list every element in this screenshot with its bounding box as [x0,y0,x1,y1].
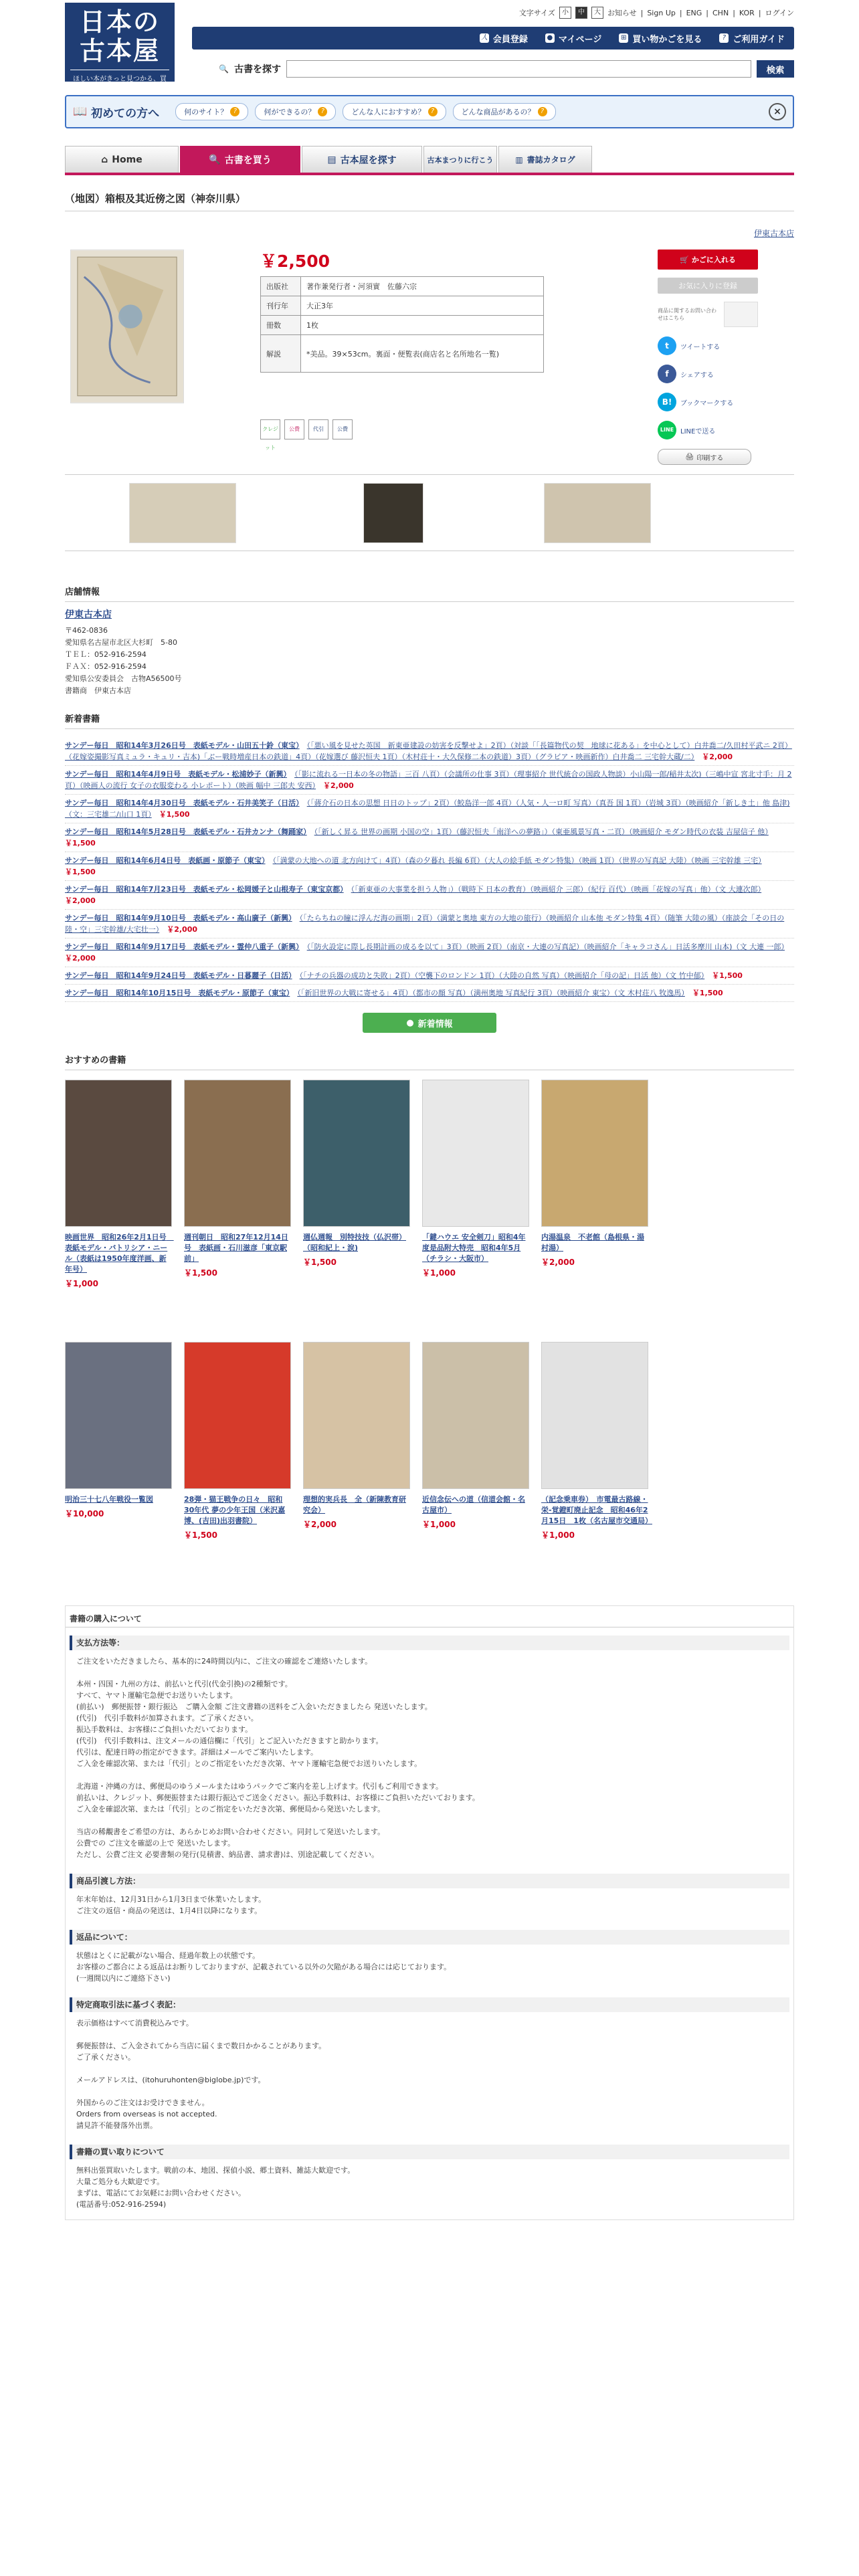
twitter-icon: t [658,336,676,355]
chn-link[interactable]: CHN [712,8,729,17]
recommend-cover-image[interactable] [422,1342,529,1489]
mypage-nav[interactable]: ● マイページ [545,32,601,45]
store-line: 〒462-0836 [65,626,108,635]
tab-catalog[interactable]: ▥ 書誌カタログ [498,146,592,173]
person-icon: 人 [480,34,488,41]
recommend-title-link[interactable]: 週刊朝日 昭和27年12月14日号 表紙画・石川滋彦「東京駅前」 [184,1233,288,1263]
purchase-section-body: 表示価格はすべて消費税込みです。 郵便振替は、ご入金されてから当店に届くまで数日かかることがあります。 ご了承ください。 メールアドレスは、(itohuruhonten@biglobe.jp)です。 外国からのご注文はお受けできません。 Orders from overseas is not accepted. 請見許不能發落外出票。 [76,2019,326,2130]
logo-line2: 古本屋 [79,35,160,66]
question-icon: ? [230,107,240,116]
logo-tagline: ほしい本がきっと見つかる、買える [70,70,169,93]
news-item-desc[interactable]: （「ナチの兵器の成功と失敗」2頁）（空襲下のロンドン 1頁）（大陸の自然 写真）（映画紹介「母の記」日活 他）（文 竹中郁） [299,971,705,980]
guide-icon: ? [719,33,729,43]
recommend-price: ￥10,000 [65,1509,104,1518]
store-info [65,609,794,697]
news-item-price: ￥2,000 [322,781,354,790]
seller-link[interactable]: 伊東古本店 [753,229,794,238]
home-icon: ⌂ [101,154,108,165]
recommend-price: ￥1,000 [422,1268,456,1278]
purchase-section-body: 年末年始は、12月31日から1月3日まで休業いたします。 ご注文の返信・商品の発送は、1月4日以降になります。 [76,1895,266,1915]
news-item [65,881,794,910]
printer-icon: 🖨 [685,453,694,461]
recommend-card[interactable] [422,1342,541,1596]
item-title: （地図）箱根及其近傍之図（神奈川県） [65,191,794,211]
guide-nav[interactable]: ? ご利用ガイド [719,32,785,45]
purchase-section-body: 状態はとくに記載がない場合、経過年数上の状態です。 お客様のご都合による返品はお断りしておりますが、記載されている以外の欠陥がある場合には応じております。 (一週間以内にご連絡下さい) [76,1951,452,1983]
spec-row [261,316,544,335]
recommend-cover-image[interactable] [184,1080,291,1227]
inquiry-promo[interactable]: 商品に関するお問い合わせはこちら [658,302,758,327]
news-item-desc[interactable]: （「新東亜の大事業を担う人物」）（戦時下 日本の教育）（映画紹介 三郎）（紀行 百代）（映画「花嫁の写真」他）（文 大連次郎） [351,885,762,894]
news-item-title-link[interactable]: サンデー毎日 昭和14年9月17日号 表紙モデル・霊仲八重子（新興） [65,943,300,951]
book-icon: ▤ [327,154,337,165]
share-hatena[interactable]: B! ブックマークする [658,393,758,411]
catalog-icon: ▥ [515,155,523,165]
thumbnail-image[interactable] [363,483,423,543]
news-item-desc[interactable]: （「影に流れる一日本の冬の物語」三百 八頁）（会議所の仕事 3頁）（理事紹介 世代統合の国政人物談）小山陽一郎/稲井太次)（三嶋中宣 宮北寸手：月 2頁）（映画人の流行 女子の衣服変わる 小レポート）（映画 幅中 三郎夫 安西） [65,770,792,790]
recommend-card[interactable] [65,1342,184,1596]
spec-row [261,277,544,296]
purchase-section-heading: 支払方法等： [70,1636,789,1650]
recommend-card[interactable] [303,1080,422,1334]
news-item-desc[interactable]: （「蔣介石の日本の思想 日日のトップ」2頁）（鮫島洋一郎 4頁）（人気・人一ロ町 写真）（真吾 国 1頁）（岩城 3頁）（映画紹介「新しき土」他 島津)（文：三宅雄二/山口 1頁） [65,799,790,819]
recommend-title-link[interactable]: 明治三十七八年戦役一覧図 [65,1495,153,1504]
purchase-section-body: ご注文をいただきましたら、基本的に24時間以内に、ご注文の確認をご連絡いたします。 本州・四国・九州の方は、前払いと代引(代金引換)の2種類です。 すべて、ヤマト運輸宅急便でお送りいたします。 (前払い) 郵便振替・銀行振込 ご購入金額 ご注文書籍の送料をご入金いただきましたら 発送いたします。 (代引) 代引手数料が加算されます。ご了承ください。 振込手数料は、お客様にご負担いただいております。 (代引) 代引手数料は、注文メールの通信欄に「代引」とご記入いただきますと助かります。 代引は、配達日時の指定ができます。詳細はメールでご案内いたします。 ご入金を確認次第、または「代引」とのご指定をいただき次第、ヤマト運輸宅急便でお送りいたします。 北海道・沖縄の方は、郵便局のゆうメールまたはゆうパックでご案内を差し上げます。代引もご利用できます。 前払いは、クレジット、郵便振替または銀行振込でご送金ください。振込手数料は、お客様にご負担いただいております。 ご入金を確認次第、または「代引」とのご指定をいただき次第、郵便局から発送いたします。 当店の稀覯書をご希望の方は、あらかじめお問い合わせください。同封して発送いたします。 公費での ご注文を確認の上で 発送いたします。 ただし、公費ご注文 必要書類の発行(見積書、納品書、請求書)は、別途記載してください。 [76,1657,480,1859]
news-item-price: ￥2,000 [167,925,198,934]
news-item [65,910,794,938]
news-item-desc[interactable]: （「新しく昇る 世界の画期 小国の空」1頁）（藤沢恒夫「南洋への夢路」）（東亜風景写真・二頁）（映画紹介 モダン時代の衣装 吉屋信子 他） [314,827,769,836]
recommend-price: ￥2,000 [541,1258,575,1267]
question-icon: ? [428,107,438,116]
news-item [65,795,794,823]
news-section-title: 新着書籍 [65,712,794,729]
thumbnail-image[interactable] [544,483,651,543]
add-to-cart-button[interactable]: 🛒 かごに入れる [658,250,758,270]
item-spec-table [260,276,544,373]
store-line: 愛知県名古屋市北区大杉町 5-80 [65,638,177,647]
purchase-section-heading: 商品引渡し方法： [70,1874,789,1888]
recommend-cover-image[interactable] [541,1342,648,1489]
news-item-price: ￥1,500 [65,868,96,876]
recommend-price: ￥1,000 [65,1279,98,1288]
spec-key: 刊行年 [261,296,301,316]
purchase-sections [66,1636,793,2215]
store-line: ＴＥＬ：052-916-2594 [65,650,147,659]
store-line: 書籍商 伊東古本店 [65,686,131,695]
recommend-title-link[interactable]: 内湯温泉 不老館（島根県・湯村湯） [541,1233,644,1252]
news-item-desc[interactable]: （「防火設定に際し長期計画の成るを以て」3頁）（映画 2頁）（南京・大連の写真記）（映画紹介「キャラコさん」日活多摩川 山本)（文 大連 一郎） [306,943,785,951]
spec-row [261,296,544,316]
register-nav[interactable]: 人 会員登録 [480,34,528,45]
font-size-medium-button[interactable]: 中 [575,7,587,19]
item-actions [658,250,758,465]
signup-link[interactable]: Sign Up [647,8,676,17]
news-item [65,985,794,1002]
recommend-card[interactable] [422,1080,541,1334]
question-products[interactable]: どんな商品があるの？ ? [453,103,556,120]
store-name-link[interactable]: 伊東古本店 [65,609,112,620]
site-header [65,0,794,93]
recommend-card[interactable] [541,1080,660,1334]
recommend-cover-image[interactable] [422,1080,529,1227]
news-item-price: ￥1,500 [712,971,743,980]
news-item-title-link[interactable]: サンデー毎日 昭和14年6月4日号 表紙画・原節子（東宝） [65,856,266,865]
news-item-price: ￥1,500 [692,989,723,997]
recommend-title-link[interactable]: （記念乗車券） 市電最古路線・栄-覚鐙町廃止記念 昭和46年2月15日 1枚（名古屋市交通局） [541,1495,652,1525]
news-item-desc[interactable]: （「満蒙の大地への道 北方向けて」4頁）（森の夕暮れ 長編 6頁）（大人の絵手紙 モダン特集）（映画 1頁）（世界の写真記 大陸）（映画 三宅幹雄 三宅） [272,856,762,865]
recommend-cover-image[interactable] [184,1342,291,1489]
purchase-section-heading: 返品について： [70,1930,789,1945]
recommend-row [65,1342,794,1596]
promo-illustration [724,302,758,327]
header-nav [192,27,794,49]
purchase-section [66,1930,793,1989]
recommend-price: ￥1,000 [422,1520,456,1529]
news-item [65,766,794,795]
spec-key: 解説 [261,335,301,373]
purchase-section [66,2145,793,2215]
kor-link[interactable]: KOR [739,8,755,17]
news-item [65,737,794,766]
page [65,0,794,2220]
user-icon: ● [545,33,555,43]
news-item-price: ￥1,500 [159,810,190,819]
recommend-grid [65,1080,794,1596]
purchase-section [66,1636,793,1866]
item-price: ￥2,500 [260,252,330,271]
news-item-price: ￥2,000 [702,753,733,761]
news-list [65,737,794,1002]
purchase-title: 書籍の購入について [66,1610,793,1627]
spec-key: 冊数 [261,316,301,335]
news-item [65,823,794,852]
recommend-price: ￥1,000 [541,1530,575,1540]
hatena-icon: B! [658,393,676,411]
recommend-card[interactable] [184,1080,303,1334]
top-utility-bar: 文字サイズ 小 中 大 お知らせ | Sign Up | ENG | CHN | KOR | ログイン [519,7,794,19]
search-button[interactable]: 検索 [757,60,794,78]
spec-row [261,335,544,373]
news-item-desc[interactable]: （「たらちねの瞳に浮んだ海の画期」2頁）（満蒙と奥地 東方の大地の旅行）（映画紹介 山本他 モダン特集 4頁）（随筆 大陸の風）（座談会「その日の陸・空」三宅幹雄/大宅壮一） [65,914,785,934]
recommend-cover-image[interactable] [65,1342,172,1489]
spec-value: *美品。39×53cm。裏面・便覧表(商店名と名所地名一覧) [301,335,544,373]
site-logo[interactable] [65,3,175,93]
tab-find-store[interactable]: ▤ 古本屋を探す [302,146,422,173]
recommend-title-link[interactable]: 理想的実兵長 全（新陳教育研究会） [303,1495,406,1514]
recommend-title-link[interactable]: 映画世界 昭和26年2月1日号 表紙モデル・バトリシア・ニール（表紙は1950年度洋画、新年号） [65,1233,174,1274]
news-item-title-link[interactable]: サンデー毎日 昭和14年7月23日号 表紙モデル・松岡媛子と山根寿子（東宝京都） [65,885,344,894]
thumbnail-strip [65,474,794,548]
main-tabs [65,146,794,175]
recommend-price: ￥1,500 [184,1530,217,1540]
item-detail [65,243,794,470]
cart-nav[interactable]: ⊞ 買い物かごを見る [619,32,702,45]
news-item-title-link[interactable]: サンデー毎日 昭和14年10月15日号 表紙モデル・原節子（東宝） [65,989,290,997]
news-item [65,852,794,881]
recommend-title-link[interactable]: 28弾・猫王戦争の日々 昭和30年代 夢の少年王国（米沢嘉博、(吉田)出羽書院） [184,1495,286,1525]
cod-badge: 代引 [308,419,328,439]
search-bar [219,59,794,79]
news-item-price: ￥2,000 [65,954,96,963]
recommend-price: ￥1,500 [184,1268,217,1278]
recommend-title-link[interactable]: 近信念伝への道（信道会館・名古屋市） [422,1495,525,1514]
payment-badges [260,419,353,451]
spec-value: 1枚 [301,316,544,335]
first-time-title: 📖 初めての方へ [73,105,160,120]
recommend-cover-image[interactable] [65,1080,172,1227]
recommend-cover-image[interactable] [541,1080,648,1227]
recommend-card[interactable] [541,1342,660,1596]
news-item-price: ￥2,000 [65,896,96,905]
login-link[interactable]: ログイン [765,9,794,17]
tab-buy-books[interactable]: 🔍 古書を買う [180,146,300,173]
line-icon: LINE [658,421,676,439]
news-item-title-link[interactable]: サンデー毎日 昭和14年4月9日号 表紙モデル・松浦妙子（新興） [65,770,288,779]
news-item-desc[interactable]: （「悪い風を見せた英国 新東亜建設の妨害を反撃せよ」2頁）（対談「「長篇物代の契 地球に花ある」を中心として）白井喬二/久田村平武ニ 2頁）（花嫁姿撮影写真ミュラ・キュリ・吉本)「ぶー戦時増産日本の鉄道」4頁）（花嫁選び 藤沢恒夫 1頁）（木村荘十・大久保修二本の鉄道）3頁）（グラビア・映画新作）白井喬二 三宅幹大蔵/二） [65,741,792,761]
cart-icon: 🛒 [680,255,689,264]
recommend-card[interactable] [184,1342,303,1596]
news-item-title-link[interactable]: サンデー毎日 昭和14年9月10日号 表紙モデル・高山廣子（新興） [65,914,292,922]
purchase-section-body: 無料出張買取いたします。戦前の本、地図、探偵小説、郷土資料、雑誌大歓迎です。 大量ご処分も大歓迎です。 まずは、電話にてお気軽にお問い合わせください。 (電話番号:052-916-2594) [76,2166,355,2209]
tab-book-fair[interactable]: 古本まつりに行こう [423,146,497,173]
search-input[interactable] [286,60,751,78]
tab-home[interactable]: ⌂ Home [65,146,179,173]
close-icon[interactable]: × [769,103,786,120]
share-facebook[interactable]: f シェアする [658,365,758,383]
search-icon: 🔍 [219,64,229,74]
news-item-title-link[interactable]: サンデー毎日 昭和14年9月24日号 表紙モデル・日暮麗子（日活） [65,971,292,980]
share-twitter[interactable]: t ツイートする [658,336,758,355]
public-badge: 公費 [284,419,304,439]
font-size-large-button[interactable]: 大 [591,7,603,19]
recommend-price: ￥1,500 [303,1258,337,1267]
store-line: ＦＡＸ：052-916-2594 [65,662,147,671]
store-section-title: 店舗情報 [65,585,794,602]
news-item-title-link[interactable]: サンデー毎日 昭和14年4月30日号 表紙モデル・石井美笑子（日活） [65,799,300,807]
news-item [65,967,794,985]
new-icon: ● [406,1017,414,1028]
new-arrivals-button[interactable]: ● 新着情報 [363,1013,496,1033]
item-main-image[interactable] [70,250,184,403]
recommend-row [65,1080,794,1334]
purchase-section [66,1874,793,1922]
question-what-site[interactable]: 何のサイト？ ? [175,103,248,120]
print-button[interactable]: 🖨 印刷する [658,449,751,465]
recommend-section-title: おすすめの書籍 [65,1053,794,1070]
news-item-price: ￥1,500 [65,839,96,848]
news-item-desc[interactable]: （「新旧世界の大戦に寄せる」4頁）（都市の顔 写真）（満州奥地 写真紀行 3頁）（映画紹介 東宝）（文 木村荘八 牧逸馬） [297,989,685,997]
recommend-cover-image[interactable] [303,1080,410,1227]
recommend-cover-image[interactable] [303,1342,410,1489]
spec-key: 出版社 [261,277,301,296]
cart-icon: ⊞ [619,33,628,43]
recommend-title-link[interactable]: 週仏週報 別特技技（仏沢帯）（昭和紀上・涙) [303,1233,406,1252]
book-icon: 📖 [73,105,88,118]
news-item [65,938,794,967]
font-size-small-button[interactable]: 小 [559,7,571,19]
share-line[interactable]: LINE LINEで送る [658,421,758,439]
store-line: 愛知県公安委員会 古物A56500号 [65,674,182,683]
question-what-can[interactable]: 何ができるの？ ? [255,103,336,120]
question-who[interactable]: どんな人におすすめ？ ? [343,103,446,120]
recommend-title-link[interactable]: 「鍵ハウエ 安全剣刀」昭和4年度是品附大特売 昭和4年5月（チラシ・大阪市） [422,1233,526,1263]
credit-badge: クレジット [260,419,280,439]
recommend-card[interactable] [303,1342,422,1596]
recommend-card[interactable] [65,1080,184,1334]
spec-value: 著作兼発行者・河須實 佐藤六宗 [301,277,544,296]
first-time-banner [65,95,794,128]
purchase-section [66,1997,793,2137]
search-icon: 🔍 [209,154,221,165]
news-link[interactable]: お知らせ [607,9,637,17]
font-size-label: 文字サイズ [518,9,555,17]
question-icon: ? [318,107,327,116]
logo-line1: 日本の [79,7,160,37]
spec-value: 大正3年 [301,296,544,316]
purchase-info [65,1605,794,2220]
search-label: 古書を探す [233,64,281,75]
news-item-title-link[interactable]: サンデー毎日 昭和14年3月26日号 表紙モデル・山田五十鈴（東宝） [65,741,300,750]
recommend-price: ￥2,000 [303,1520,337,1529]
question-icon: ? [538,107,547,116]
add-favorite-button[interactable]: お気に入りに登録 [658,278,758,294]
public-fund-badge: 公費 [332,419,353,439]
purchase-section-heading: 特定商取引法に基づく表記： [70,1997,789,2012]
eng-link[interactable]: ENG [686,8,702,17]
facebook-icon: f [658,365,676,383]
news-item-title-link[interactable]: サンデー毎日 昭和14年5月28日号 表紙モデル・石井カンナ（舞踊家） [65,827,307,836]
thumbnail-image[interactable] [129,483,236,543]
purchase-section-heading: 書籍の買い取りについて [70,2145,789,2159]
